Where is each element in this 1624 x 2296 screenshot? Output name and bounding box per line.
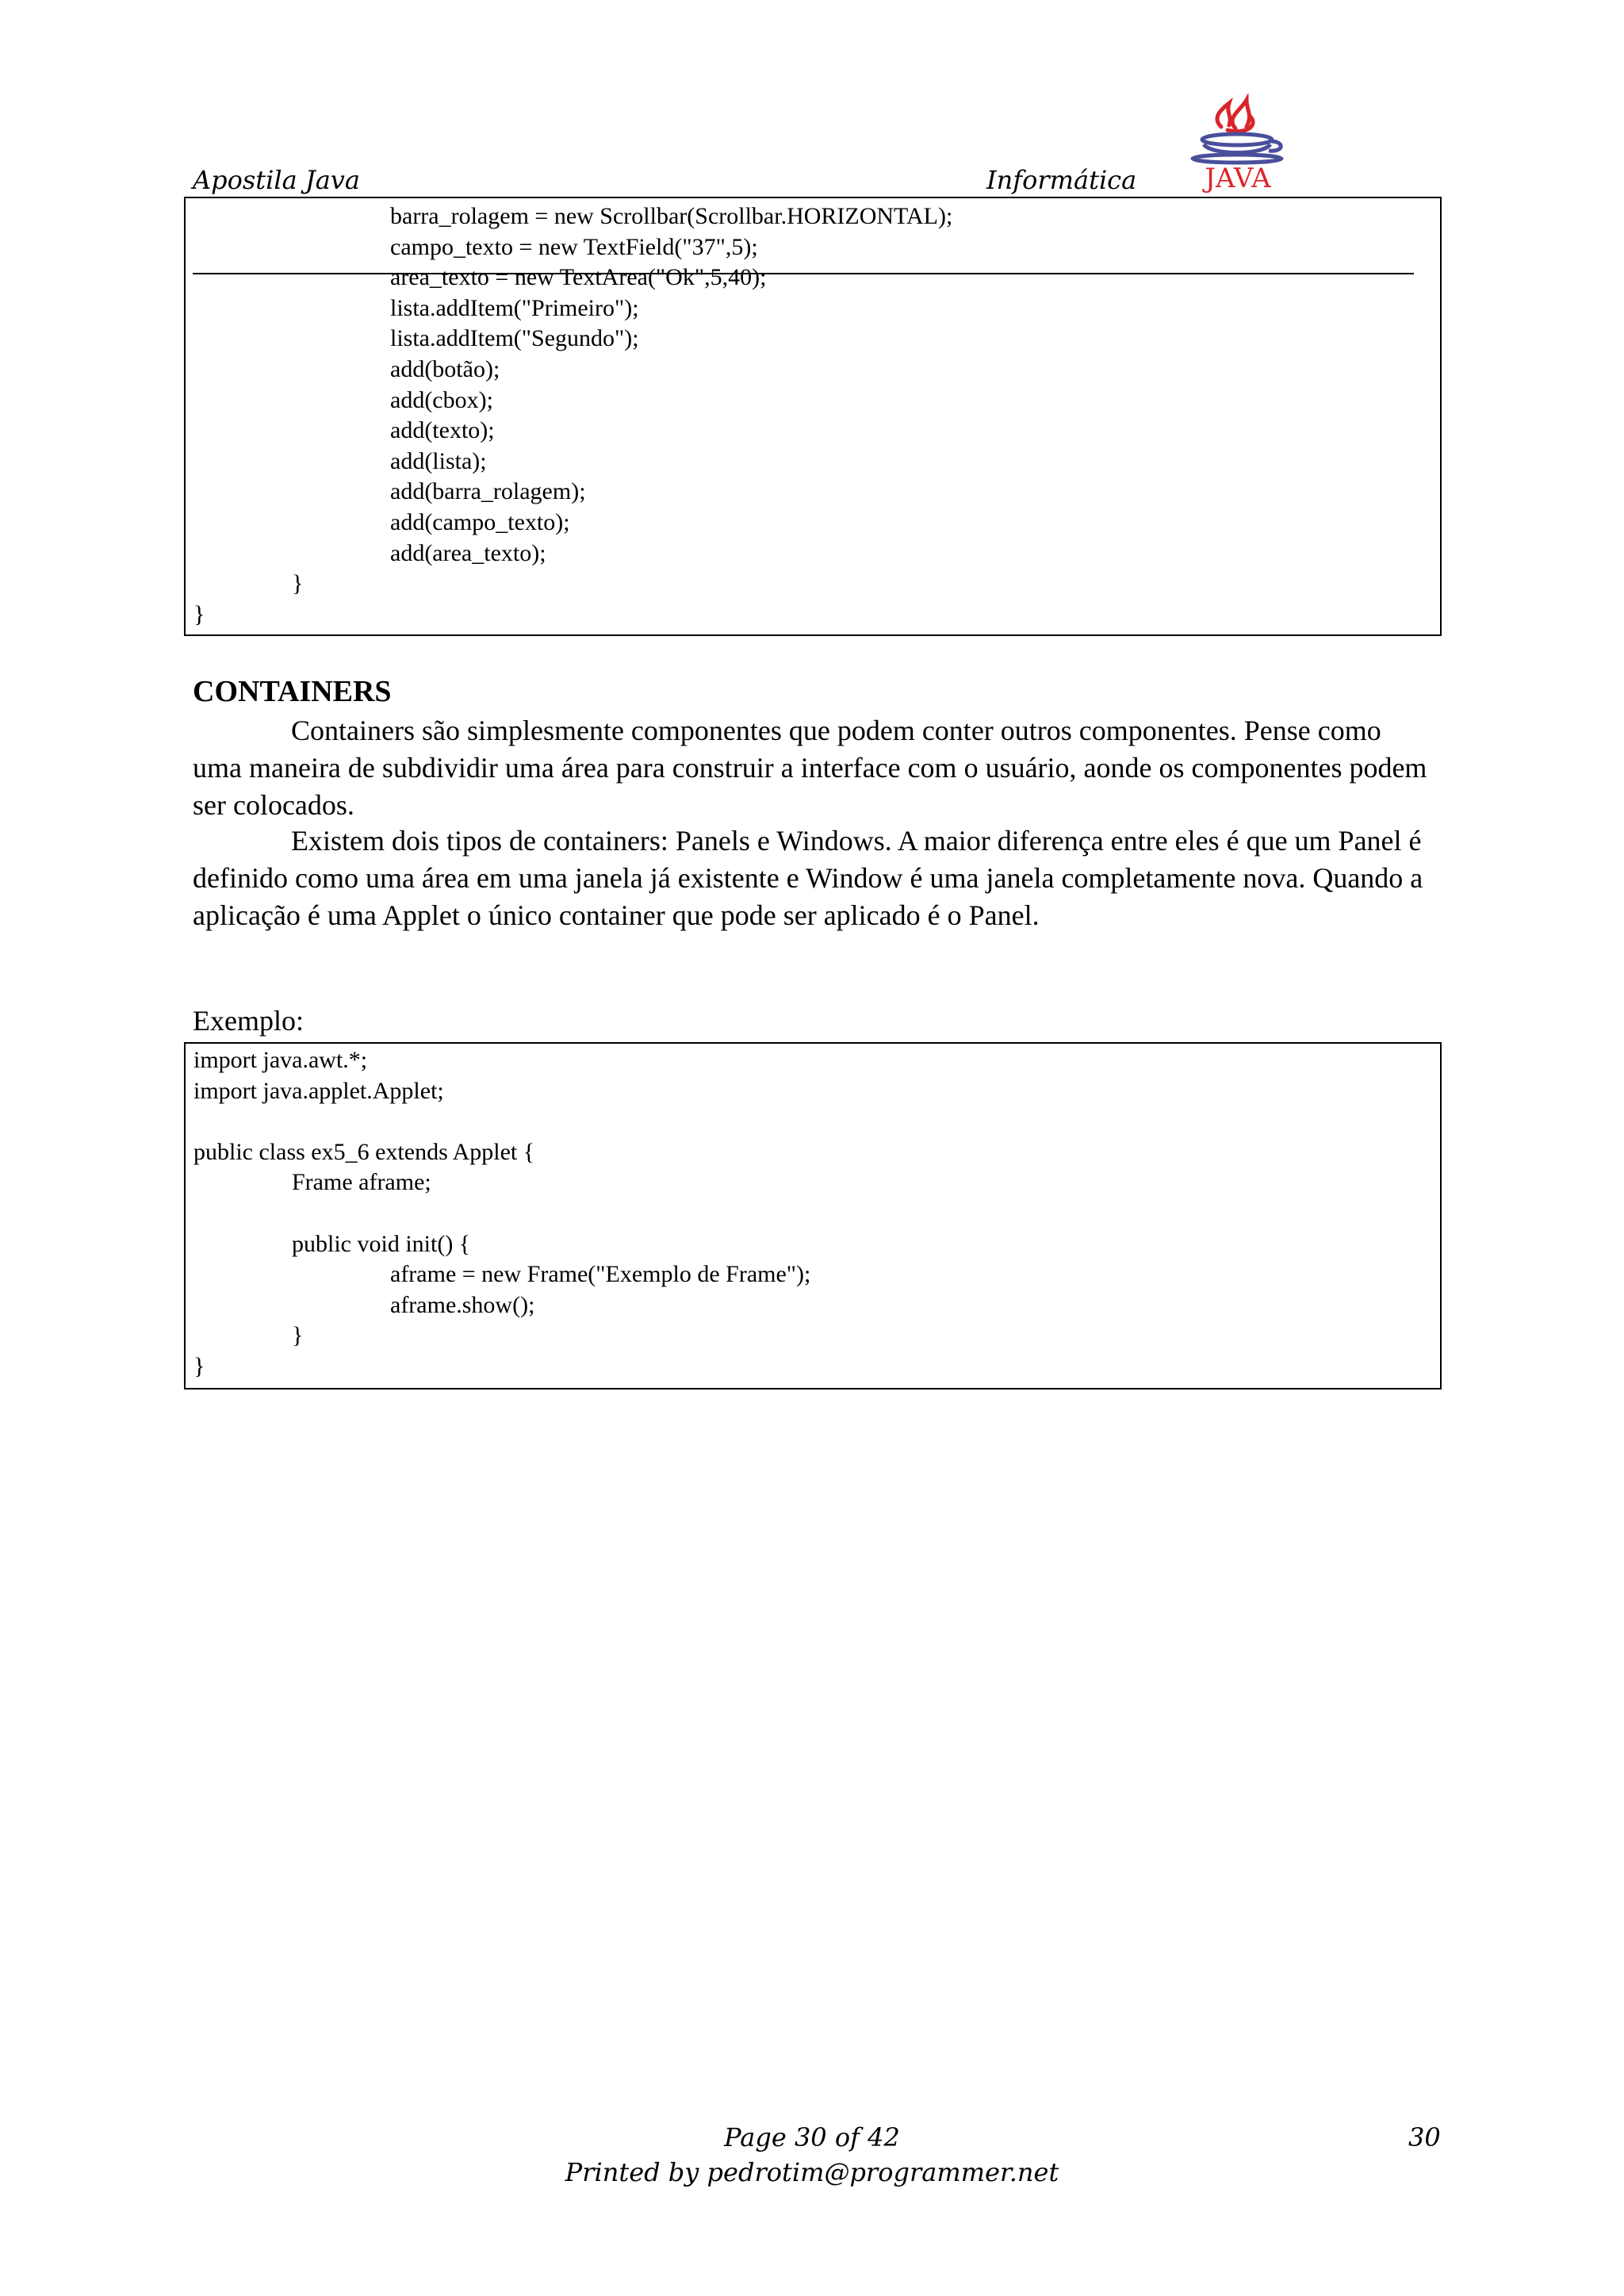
header-subject: Informática	[986, 165, 1137, 195]
footer-page-number: 30	[1408, 2122, 1441, 2152]
code-line: barra_rolagem = new Scrollbar(Scrollbar.HORIZONTAL);	[390, 203, 953, 229]
code-line: add(lista);	[390, 447, 487, 474]
code-line: import java.awt.*;	[193, 1047, 368, 1073]
code-line: add(campo_texto);	[390, 509, 570, 535]
code-block-example	[184, 1042, 1442, 1389]
code-line: }	[292, 1322, 304, 1349]
code-line: }	[193, 1353, 205, 1379]
code-line: add(cbox);	[390, 386, 493, 413]
steam-icon	[1217, 100, 1253, 132]
code-line: public class ex5_6 extends Applet {	[193, 1138, 535, 1165]
code-line: add(botão);	[390, 356, 500, 382]
code-line: add(barra_rolagem);	[390, 478, 586, 505]
example-label: Exemplo:	[193, 1005, 304, 1037]
code-line: }	[292, 570, 304, 597]
code-line: import java.applet.Applet;	[193, 1077, 444, 1104]
coffee-cup-icon	[1193, 134, 1281, 163]
section-title: CONTAINERS	[193, 675, 392, 708]
paragraph-container-types: Existem dois tipos de containers: Panels e Windows. A maior diferença entre eles é que um Panel é definido como uma área em uma janela já existente e Window é uma janela completamente nova. Quando a aplicação é uma Applet o único container que pode ser aplicado é o Panel.	[193, 825, 1423, 931]
code-block-continued	[184, 197, 1442, 636]
code-line: add(texto);	[390, 417, 495, 444]
footer-printed-by: Printed by pedrotim@programmer.net	[565, 2157, 1059, 2187]
code-line: aframe = new Frame("Exemplo de Frame");	[390, 1261, 811, 1288]
code-line: lista.addItem("Primeiro");	[390, 294, 639, 321]
java-logo	[1180, 94, 1296, 194]
code-line: add(area_texto);	[390, 539, 546, 566]
code-line: Frame aframe;	[292, 1169, 431, 1196]
footer-page-label: Page 30 of 42	[724, 2122, 900, 2152]
code-line: campo_texto = new TextField("37",5);	[390, 233, 758, 260]
header-title: Apostila Java	[193, 165, 360, 195]
logo-wordmark: JAVA	[1205, 163, 1271, 194]
code-line: area_texto = new TextArea("Ok",5,40);	[390, 264, 767, 291]
header-rule	[193, 273, 1414, 274]
code-line: }	[193, 600, 205, 627]
paragraph-containers-intro: Containers são simplesmente componentes que podem conter outros componentes. Pense como uma maneira de subdividir uma área para construir a interface com o usuário, aonde os componentes podem ser colocados.	[193, 715, 1427, 821]
code-line: public void init() {	[292, 1230, 471, 1257]
code-line: lista.addItem("Segundo");	[390, 325, 639, 352]
code-line: aframe.show();	[390, 1291, 535, 1318]
